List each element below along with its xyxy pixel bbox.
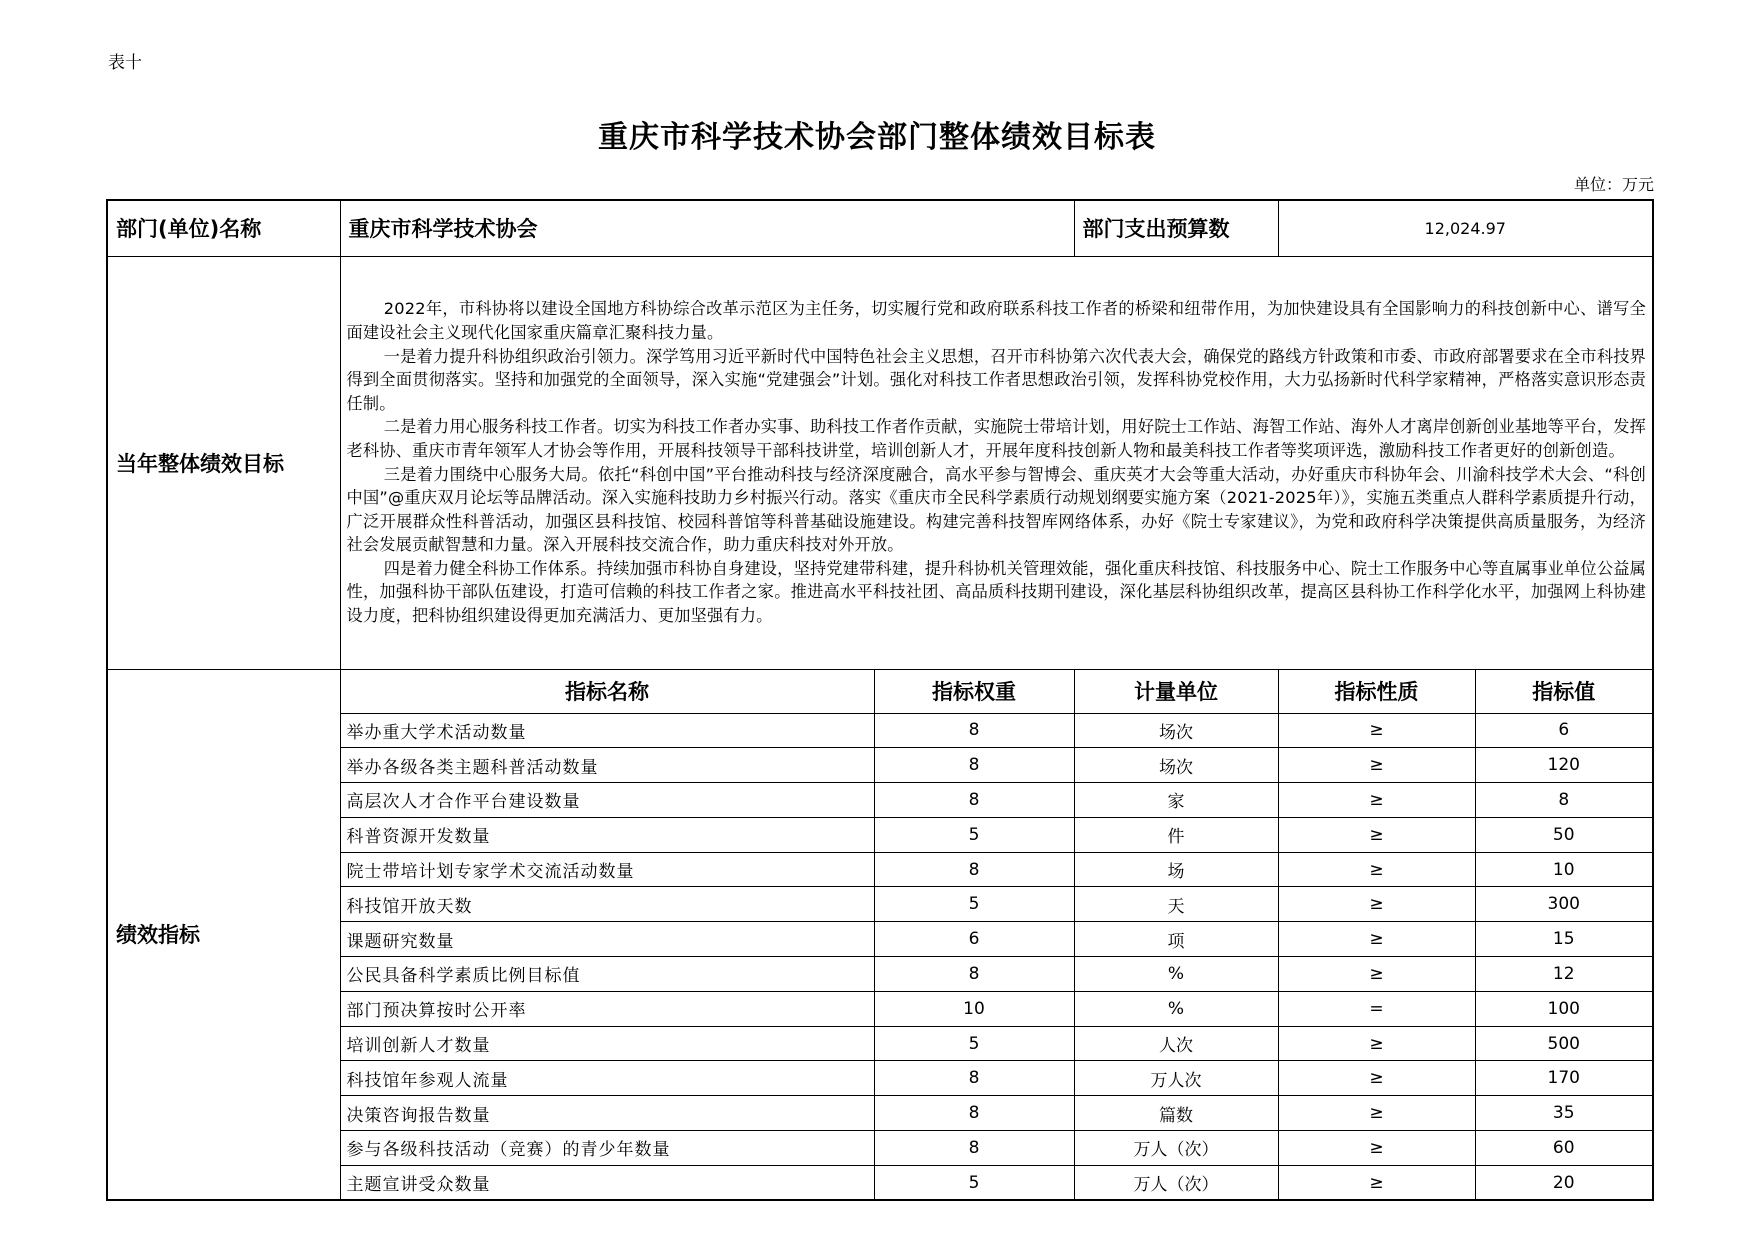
table-number-label: 表十 [108,53,142,73]
indicator-value: 300 [1475,887,1653,922]
indicator-nature: ≥ [1278,1165,1475,1200]
indicator-weight: 5 [874,887,1074,922]
indicator-value: 170 [1475,1061,1653,1096]
indicator-unit: 万人次 [1074,1061,1278,1096]
indicators-label: 绩效指标 [107,669,340,1200]
indicator-value: 8 [1475,783,1653,818]
indicator-nature: ≥ [1278,748,1475,783]
indicator-weight: 5 [874,1026,1074,1061]
column-header-value: 指标值 [1475,669,1653,713]
goal-row [107,256,1653,669]
goal-paragraph: 三是着力围绕中心服务大局。依托“科创中国”平台推动科技与经济深度融合，高水平参与智博会、重庆英才大会等重大活动，办好重庆市科协年会、川渝科技学术大会、“科创中国”@重庆双月论坛等品牌活动。深入实施科技助力乡村振兴行动。落实《重庆市全民科学素质行动规划纲要实施方案（2021-2025年）》，实施五类重点人群科学素质提升行动，广泛开展群众性科普活动，加强区县科技馆、校园科普馆等科普基础设施建设。构建完善科技智库网络体系，办好《院士专家建议》，为党和政府科学决策提供高质量服务，为经济社会发展贡献智慧和力量。深入开展科技交流合作，助力重庆科技对外开放。 [346,464,1646,555]
indicator-unit: 项 [1074,922,1278,957]
indicator-name: 科普资源开发数量 [340,817,874,852]
indicator-unit: 篇数 [1074,1096,1278,1131]
goal-text [340,256,1653,669]
indicator-value: 500 [1475,1026,1653,1061]
indicator-value: 12 [1475,957,1653,992]
indicator-nature: ≥ [1278,887,1475,922]
indicator-nature: ≥ [1278,852,1475,887]
indicator-unit: 场 [1074,852,1278,887]
indicator-unit: % [1074,957,1278,992]
indicator-unit: 家 [1074,783,1278,818]
indicator-weight: 8 [874,957,1074,992]
indicator-unit: 场次 [1074,748,1278,783]
indicator-nature: ≥ [1278,922,1475,957]
indicator-name: 主题宣讲受众数量 [340,1165,874,1200]
indicator-nature: = [1278,991,1475,1026]
indicator-unit: 万人（次） [1074,1131,1278,1166]
indicator-weight: 6 [874,922,1074,957]
indicator-nature: ≥ [1278,817,1475,852]
indicator-weight: 8 [874,852,1074,887]
goal-paragraph: 一是着力提升科协组织政治引领力。深学笃用习近平新时代中国特色社会主义思想，召开市科协第六次代表大会，确保党的路线方针政策和市委、市政府部署要求在全市科技界得到全面贯彻落实。坚持和加强党的全面领导，深入实施“党建强会”计划。强化对科技工作者思想政治引领，发挥科协党校作用，大力弘扬新时代科学家精神，严格落实意识形态责任制。 [346,346,1646,413]
column-header-nature: 指标性质 [1278,669,1475,713]
indicator-value: 60 [1475,1131,1653,1166]
indicator-name: 部门预决算按时公开率 [340,991,874,1026]
goal-paragraph: 2022年，市科协将以建设全国地方科协综合改革示范区为主任务，切实履行党和政府联系科技工作者的桥梁和纽带作用，为加快建设具有全国影响力的科技创新中心、谱写全面建设社会主义现代化国家重庆篇章汇聚科技力量。 [346,299,1646,342]
indicator-name: 培训创新人才数量 [340,1026,874,1061]
indicator-name: 课题研究数量 [340,922,874,957]
indicator-value: 15 [1475,922,1653,957]
indicator-unit: % [1074,991,1278,1026]
indicator-weight: 8 [874,713,1074,748]
dept-name-value: 重庆市科学技术协会 [340,200,1074,256]
unit-label: 单位：万元 [1573,175,1654,194]
column-header-unit: 计量单位 [1074,669,1278,713]
indicator-weight: 5 [874,817,1074,852]
indicator-value: 120 [1475,748,1653,783]
indicator-unit: 场次 [1074,713,1278,748]
indicator-nature: ≥ [1278,957,1475,992]
indicator-unit: 天 [1074,887,1278,922]
indicator-name: 院士带培计划专家学术交流活动数量 [340,852,874,887]
indicator-value: 35 [1475,1096,1653,1131]
indicator-weight: 8 [874,783,1074,818]
indicator-weight: 5 [874,1165,1074,1200]
budget-value: 12,024.97 [1278,200,1653,256]
performance-table [106,199,1654,1201]
goal-paragraph: 四是着力健全科协工作体系。持续加强市科协自身建设，坚持党建带科建，提升科协机关管理效能，强化重庆科技馆、科技服务中心、院士工作服务中心等直属事业单位公益属性，加强科协干部队伍建设，打造可信赖的科技工作者之家。推进高水平科技社团、高品质科技期刊建设，深化基层科协组织改革，提高区县科协工作科学化水平，加强网上科协建设力度，把科协组织建设得更加充满活力、更加坚强有力。 [346,558,1646,626]
indicator-name: 决策咨询报告数量 [340,1096,874,1131]
indicator-value: 100 [1475,991,1653,1026]
indicator-nature: ≥ [1278,1096,1475,1131]
indicator-unit: 件 [1074,817,1278,852]
indicator-header-row [107,669,1653,713]
indicator-weight: 8 [874,1131,1074,1166]
column-header-name: 指标名称 [340,669,874,713]
indicator-nature: ≥ [1278,1026,1475,1061]
indicator-unit: 人次 [1074,1026,1278,1061]
goal-paragraph: 二是着力用心服务科技工作者。切实为科技工作者办实事、助科技工作者作贡献，实施院士带培计划，用好院士工作站、海智工作站、海外人才离岸创新创业基地等平台，发挥老科协、重庆市青年领军人才协会等作用，开展科技领导干部科技讲堂，培训创新人才，开展年度科技创新人物和最美科技工作者等奖项评选，激励科技工作者更好的创新创造。 [346,417,1646,460]
indicator-value: 50 [1475,817,1653,852]
budget-label: 部门支出预算数 [1074,200,1278,256]
indicator-weight: 8 [874,1061,1074,1096]
indicator-unit: 万人（次） [1074,1165,1278,1200]
indicator-weight: 8 [874,1096,1074,1131]
indicator-name: 科技馆开放天数 [340,887,874,922]
column-header-weight: 指标权重 [874,669,1074,713]
indicator-name: 举办各级各类主题科普活动数量 [340,748,874,783]
indicator-name: 参与各级科技活动（竞赛）的青少年数量 [340,1131,874,1166]
indicator-value: 20 [1475,1165,1653,1200]
indicator-nature: ≥ [1278,783,1475,818]
indicator-name: 公民具备科学素质比例目标值 [340,957,874,992]
indicator-nature: ≥ [1278,1061,1475,1096]
indicator-nature: ≥ [1278,713,1475,748]
indicator-name: 举办重大学术活动数量 [340,713,874,748]
goal-label: 当年整体绩效目标 [107,256,340,669]
indicator-name: 高层次人才合作平台建设数量 [340,783,874,818]
indicator-weight: 10 [874,991,1074,1026]
page-title: 重庆市科学技术协会部门整体绩效目标表 [598,120,1156,155]
indicator-value: 6 [1475,713,1653,748]
indicator-value: 10 [1475,852,1653,887]
indicator-name: 科技馆年参观人流量 [340,1061,874,1096]
indicator-nature: ≥ [1278,1131,1475,1166]
dept-name-label: 部门(单位)名称 [107,200,340,256]
indicator-weight: 8 [874,748,1074,783]
header-row [107,200,1653,256]
